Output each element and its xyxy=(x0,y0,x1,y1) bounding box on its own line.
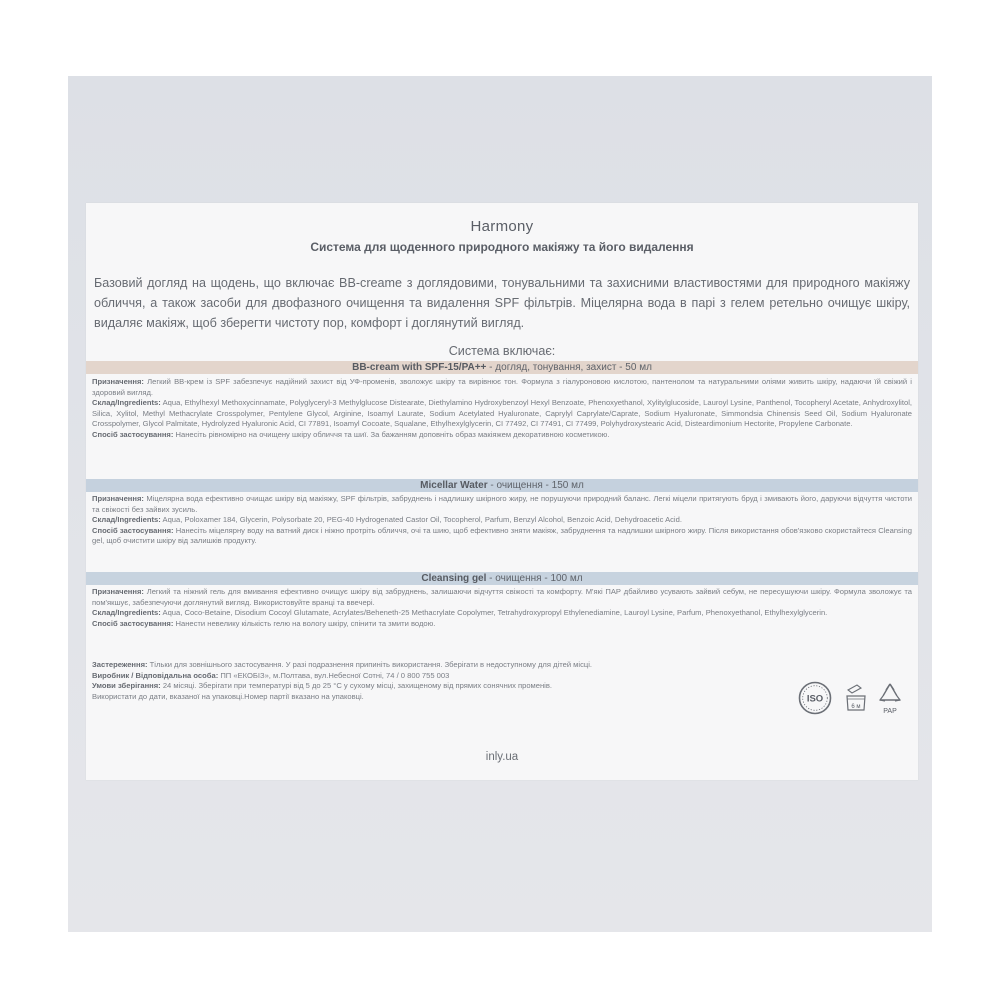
purpose-label: Призначення: xyxy=(92,494,144,503)
storage-label: Умови зберігання: xyxy=(92,681,161,691)
ingredients-label: Склад/Ingredients: xyxy=(92,398,161,408)
intro-paragraph: Базовий догляд на щодень, що включає BB-creame з доглядовими, тонувальними та захисними властивостями для природного макіяжу обличчя, а також засоби для двофазного очищення та видалення SPF фільтрів. Міцелярна вода в парі з гелем ретельно очищує шкіру, видаляє макіяж, щоб зберегти чистоту пор, комфорт і доглянутий вигляд. xyxy=(94,276,910,330)
warning-label: Застереження: xyxy=(92,660,148,669)
warning-text: Тільки для зовнішнього застосування. У разі подразнення припиніть використання. Зберігати в недоступному для дітей місці. xyxy=(147,660,593,669)
product-title: Harmony xyxy=(470,218,534,235)
cleansing-gel-desc: - очищення - 100 мл xyxy=(486,573,583,584)
micellar-water-details xyxy=(92,494,912,547)
micellar-water-desc: - очищення - 150 мл xyxy=(487,480,584,491)
usage-label: Спосіб застосування: xyxy=(92,618,174,628)
storage-text: 24 місяці. Зберігати при температурі від 5 до 25 °С у сухому місці, захищеному від прямих сонячних променів. xyxy=(160,681,553,691)
website-url: inly.ua xyxy=(485,751,519,763)
cleansing-gel-details xyxy=(92,587,912,629)
bb-cream-name: BB-cream with SPF-15/PA++ xyxy=(352,362,487,373)
footer-info xyxy=(92,660,782,702)
cleansing-gel-band xyxy=(86,572,918,585)
bb-usage-text: Нанесіть рівномірно на очищену шкіру обличчя та шиї. За бажанням доповніть образ макіяжем декоративною косметикою. xyxy=(173,429,610,439)
batch-note: Використати до дати, вказаної на упаковці.Номер партії вказано на упаковці. xyxy=(92,691,364,701)
includes-heading: Система включає: xyxy=(448,344,556,358)
bb-ingredients-text: Aqua, Ethylhexyl Methoxycinnamate, Polyglyceryl-3 Methylglucose Distearate, Diethylamino Hydroxybenzoyl Hexyl Benzoate, Phenoxyethanol, Xylitylglucoside, Lauroyl Lysine, Panthenol, Tocopheryl Acetate, Anhydroxylitol, Silica, Xylitol, Methyl Methacrylate Crosspolymer, Pentylene Glycol, Arginine, Isoamyl Laurate, Sodium Acetylated Hyaluronate, Caprylyl Caprylate/Caprate, Sodium Hyaluronate, Simmondsia Chinensis Seed Oil, Sodium Hyaluronate Crosspolymer, Glycol Palmitate, Hydrolyzed Hyaluronic Acid, CI 77891, Isoamyl Cocoate, Squalane, Ethylhexylglycerin, CI 77492, CI 77491, CI 77499, Polyhydroxystearic Acid, Disteardimonium Hectorite, Propylene Carbonate. xyxy=(92,398,912,429)
product-subtitle: Система для щоденного природного макіяжу та його видалення xyxy=(310,240,694,254)
iso-symbol-text: ISO xyxy=(806,693,824,705)
cg-purpose-text: Легкий та ніжний гель для вмивання ефективно очищує шкіру від забруднень, залишаючи відчуття свіжості та комфорту. М'які ПАР дбайливо усувають зайвий себум, не пересушуючи шкіру. Формула зволожує та пом'якшує, забезпечуючи доглянутий вигляд. Використовуйте вранці та ввечері. xyxy=(92,587,912,607)
open-jar-pao-icon xyxy=(842,681,870,715)
cg-usage-text: Нанести невелику кількість гелю на вологу шкіру, спінити та змити водою. xyxy=(173,618,436,628)
purpose-label: Призначення: xyxy=(92,587,144,596)
recycle-pap-icon xyxy=(876,681,904,717)
usage-label: Спосіб застосування: xyxy=(92,525,174,535)
iso-certification-icon xyxy=(798,681,832,715)
cleansing-gel-name: Cleansing gel xyxy=(421,573,487,584)
micellar-water-band xyxy=(86,479,918,492)
bb-purpose-text: Легкий BB-крем із SPF забезпечує надійний захист від УФ-променів, зволожує шкіру та вирівнює тон. Формула з гіалуроновою кислотою, пантенолом та натуральними оліями живить шкіру, надаючи їй свіжий і здоровий вигляд. xyxy=(92,377,912,397)
mw-usage-text: Нанесіть міцелярну воду на ватний диск і ніжно протріть обличчя, очі та шию, щоб ефективно зняти макіяж, забруднення та надлишки шкірного жиру. Після використання обов'язково скористайтеся Cleansing gel, щоб очистити шкіру від залишків продукту. xyxy=(92,525,912,546)
ingredients-label: Склад/Ingredients: xyxy=(92,515,161,525)
ingredients-label: Склад/Ingredients: xyxy=(92,608,161,618)
cg-ingredients-text: Aqua, Coco-Betaine, Disodium Cocoyl Glutamate, Acrylates/Beheneth-25 Methacrylate Copolymer, Tetrahydroxypropyl Ethylenediamine, Lauroyl Lysine, Parfum, Phenoxyethanol, Ethylhexylglycerin. xyxy=(160,608,828,618)
pap-symbol-text: PAP xyxy=(883,708,897,715)
bb-cream-desc: - догляд, тонування, захист - 50 мл xyxy=(486,362,652,373)
mw-ingredients-text: Aqua, Poloxamer 184, Glycerin, Polysorbate 20, PEG-40 Hydrogenated Castor Oil, Tocopherol, Parfum, Benzyl Alcohol, Benzoic Acid, Dehydroacetic Acid. xyxy=(160,515,682,525)
maker-text: ПП «ЕКОБІЗ», м.Полтава, вул.Небесної Сотні, 74 / 0 800 755 003 xyxy=(218,670,450,680)
micellar-water-name: Micellar Water xyxy=(420,480,488,491)
maker-label: Виробник / Відповідальна особа: xyxy=(92,670,219,680)
purpose-label: Призначення: xyxy=(92,377,144,386)
mw-purpose-text: Міцелярна вода ефективно очищає шкіру від макіяжу, SPF фільтрів, забруднень і надлишку шкірного жиру, не порушуючи природний баланс. Легкі міцели притягують бруд і змивають його, даруючи відчуття чистоти та свіжості без зайвих зусиль. xyxy=(92,494,912,514)
product-leaflet xyxy=(86,203,918,780)
bb-cream-band xyxy=(86,361,918,374)
pao-symbol-text: 6 м xyxy=(851,704,861,710)
bb-cream-details xyxy=(92,377,912,441)
usage-label: Спосіб застосування: xyxy=(92,429,174,439)
